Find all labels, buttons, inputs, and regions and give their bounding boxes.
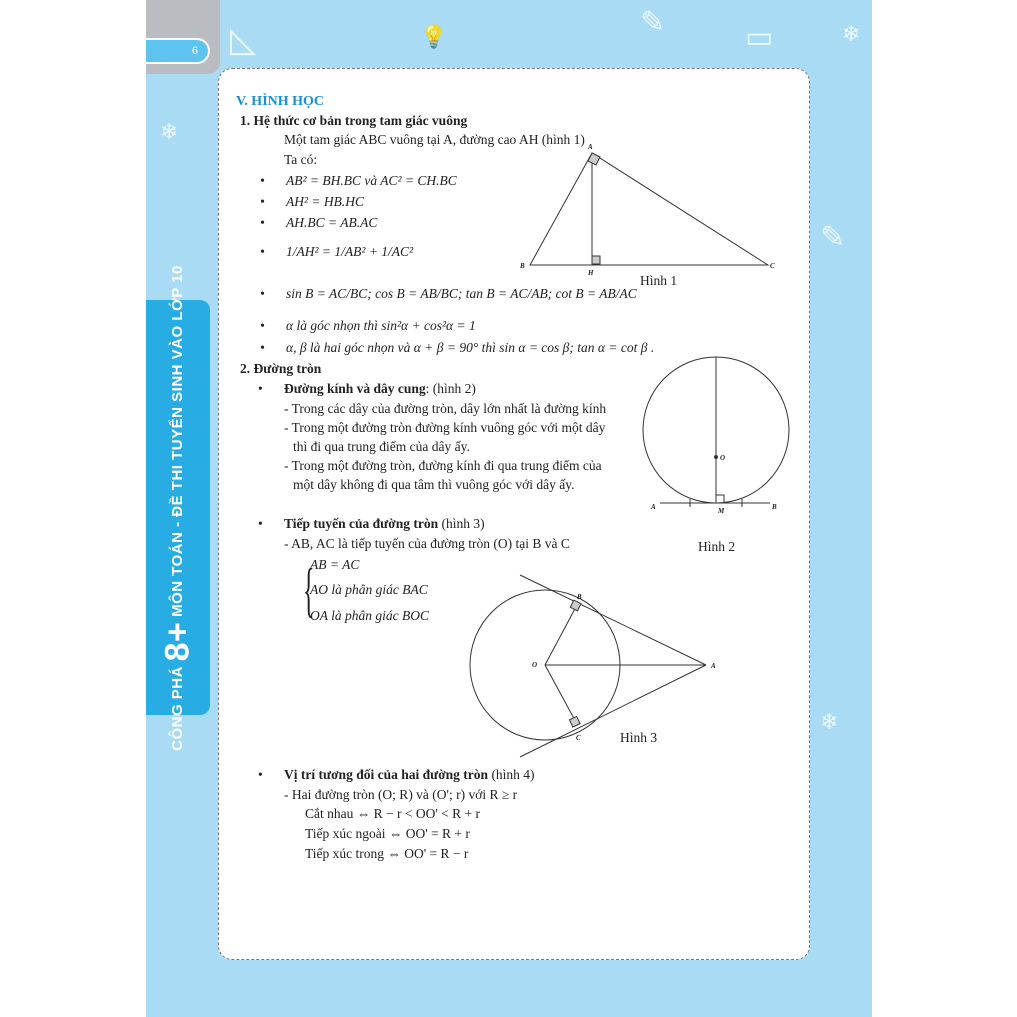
text-line: Tiếp xúc ngoài ⇔ OO' = R + r [305, 826, 470, 841]
svg-text:A: A [711, 662, 716, 670]
figure-1-caption: Hình 1 [640, 273, 678, 288]
svg-text:B: B [577, 593, 582, 601]
svg-text:O: O [532, 661, 538, 669]
svg-text:H: H [588, 269, 594, 277]
brace: { [303, 557, 315, 623]
formula-item: • AH.BC = AB.AC [286, 215, 377, 231]
text-line: - Hai đường tròn (O; R) và (O'; r) với R ≥ r [284, 787, 518, 802]
svg-text:B: B [772, 503, 777, 511]
part1-title: 1. Hệ thức cơ bản trong tam giác vuông [240, 113, 468, 128]
svg-text:C: C [770, 262, 775, 270]
side-title-suffix: MÔN TOÁN - ĐỀ THI TUYỂN SINH VÀO LỚP 10 [168, 264, 186, 617]
lightbulb-icon: 💡 [420, 25, 448, 50]
formula-item: • AB² = BH.BC và AC² = CH.BC [286, 173, 457, 189]
svg-text:M: M [718, 507, 725, 515]
svg-text:A: A [588, 143, 593, 151]
side-title-prefix: CÔNG PHÁ [168, 665, 186, 751]
figure-3-caption: Hình 3 [620, 730, 658, 745]
svg-text:B: B [520, 262, 525, 270]
sub3-title: Vị trí tương đối của hai đường tròn [284, 767, 489, 782]
sub2-title: Tiếp tuyến của đường tròn [284, 516, 439, 531]
figure-1-triangle [519, 143, 775, 277]
text-line: một dây không đi qua tâm thì vuông góc với dây ấy. [293, 477, 575, 492]
brand-logo: 8+ [158, 621, 197, 661]
text-line: - Trong một đường tròn, đường kính đi qua trung điểm của [284, 458, 602, 473]
part2-title: 2. Đường tròn [240, 361, 322, 376]
part1-taco: Ta có: [284, 152, 318, 167]
system-line: AB = AC [310, 557, 360, 572]
section-title: V. HÌNH HỌC [236, 94, 325, 109]
formula-item: • α là góc nhọn thì sin²α + cos²α = 1 [286, 318, 476, 334]
snowflake-icon: ❄ [820, 710, 839, 735]
sub2-ref: (hình 3) [438, 516, 485, 531]
snowflake-icon: ❄ [160, 120, 179, 145]
svg-text:C: C [576, 734, 581, 742]
page-number: 6 [146, 38, 210, 64]
figure-3-tangents [470, 575, 716, 757]
text-line: Tiếp xúc trong ⇔ OO' = R − r [305, 846, 469, 861]
pencil-icon: ✎ [820, 220, 846, 255]
formula-item: • AH² = HB.HC [286, 194, 364, 210]
system-line: AO là phân giác BAC [310, 582, 428, 597]
figure-2-circle [643, 357, 789, 515]
part1-intro: Một tam giác ABC vuông tại A, đường cao AH (hình 1) [284, 132, 585, 147]
text-line: - Trong các dây của đường tròn, dây lớn nhất là đường kính [284, 401, 607, 416]
svg-text:O: O [720, 454, 726, 462]
formula-item: • α, β là hai góc nhọn và α + β = 90° thì sin α = cos β; tan α = cot β . [286, 340, 654, 356]
figure-2-caption: Hình 2 [698, 539, 736, 554]
text-line: thì đi qua trung điểm của dây ấy. [293, 439, 470, 454]
briefcase-icon: ▭ [745, 20, 774, 55]
svg-text:A: A [651, 503, 656, 511]
formula-item: • sin B = AC/BC; cos B = AB/BC; tan B = AC/AB; cot B = AB/AC [286, 286, 637, 302]
snowflake-icon: ❄ [842, 22, 861, 47]
pencil-icon: ✎ [640, 5, 666, 40]
set-square-icon: ◺ [230, 20, 257, 60]
sub1-title: Đường kính và dây cung [284, 381, 426, 396]
text-line: Cắt nhau ⇔ R − r < OO' < R + r [305, 806, 480, 821]
sub3-ref: (hình 4) [488, 767, 535, 782]
text-line: - AB, AC là tiếp tuyến của đường tròn (O) tại B và C [284, 536, 570, 551]
system-line: OA là phân giác BOC [310, 608, 429, 623]
text-line: - Trong một đường tròn đường kính vuông góc với một dây [284, 420, 606, 435]
formula-item: • 1/AH² = 1/AB² + 1/AC² [286, 244, 413, 260]
sub1-ref: : (hình 2) [425, 381, 476, 396]
